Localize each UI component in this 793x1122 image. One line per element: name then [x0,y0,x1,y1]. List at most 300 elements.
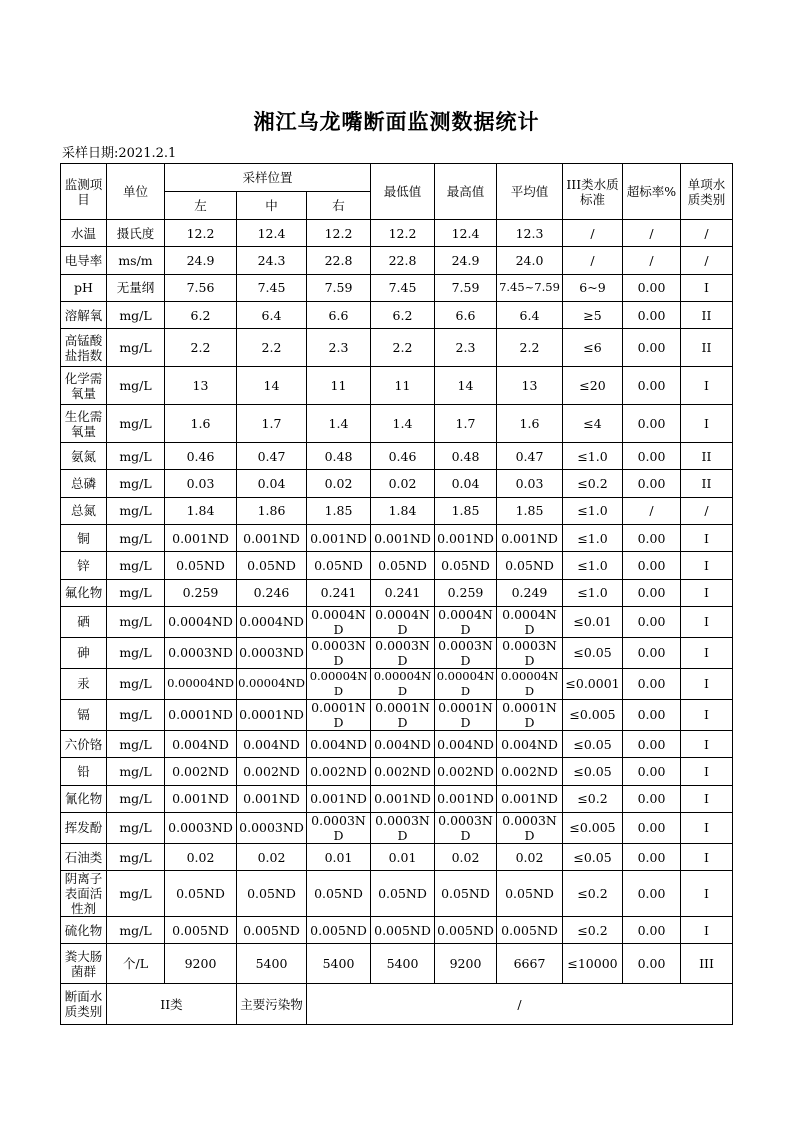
table-cell: 12.2 [165,220,237,247]
table-cell: 0.001ND [237,525,307,552]
table-cell: 0.0004ND [435,606,497,637]
header-max: 最高值 [435,164,497,220]
table-cell: 0.01 [371,843,435,870]
table-cell: 0.05ND [371,871,435,917]
table-cell: I [681,917,733,944]
table-cell: 摄氏度 [107,220,165,247]
table-cell: 0.00 [623,917,681,944]
table-cell: ≤0.0001 [563,668,623,699]
table-cell: 2.2 [497,329,563,367]
table-row [61,668,733,699]
table-cell: 6.6 [307,301,371,328]
footer-label: 断面水质类别 [61,984,107,1025]
table-row [61,443,733,470]
table-cell: 11 [371,367,435,405]
table-cell: / [623,497,681,524]
header-min: 最低值 [371,164,435,220]
table-cell: 0.46 [165,443,237,470]
table-cell: 0.259 [435,579,497,606]
row-item-name: 锌 [61,552,107,579]
table-cell: 6~9 [563,274,623,301]
table-row [61,367,733,405]
table-cell: 0.00 [623,552,681,579]
table-cell: 0.05ND [237,552,307,579]
header-class: 单项水质类别 [681,164,733,220]
table-cell: 0.01 [307,843,371,870]
table-cell: 0.259 [165,579,237,606]
table-cell: 0.00 [623,637,681,668]
table-cell: ≤0.005 [563,699,623,730]
row-item-name: 粪大肠菌群 [61,944,107,984]
table-cell: ≤1.0 [563,579,623,606]
table-cell: 0.001ND [435,785,497,812]
table-cell: ≤20 [563,367,623,405]
table-cell: 0.47 [237,443,307,470]
table-cell: 0.001ND [497,785,563,812]
table-cell: 2.3 [307,329,371,367]
sample-date: 采样日期:2021.2.1 [62,146,177,161]
table-cell: 0.241 [371,579,435,606]
table-cell: 1.85 [307,497,371,524]
table-cell: 12.2 [371,220,435,247]
table-cell: 1.4 [371,405,435,443]
table-cell: 0.001ND [307,525,371,552]
row-item-name: 砷 [61,637,107,668]
footer-row [61,984,733,1025]
table-cell: 0.48 [435,443,497,470]
table-cell: 0.48 [307,443,371,470]
table-cell: ≤0.2 [563,917,623,944]
table-cell: mg/L [107,668,165,699]
page-title: 湘江乌龙嘴断面监测数据统计 [253,109,540,134]
table-cell: 0.001ND [435,525,497,552]
header-exceed: 超标率% [623,164,681,220]
row-item-name: 硫化物 [61,917,107,944]
table-cell: I [681,637,733,668]
table-cell: 0.001ND [165,785,237,812]
table-cell: 0.002ND [371,758,435,785]
row-item-name: 汞 [61,668,107,699]
table-cell: 12.4 [435,220,497,247]
table-cell: 24.9 [165,247,237,274]
table-cell: I [681,579,733,606]
table-cell: 0.0004ND [497,606,563,637]
table-cell: mg/L [107,497,165,524]
table-row [61,785,733,812]
table-cell: 0.00 [623,812,681,843]
table-cell: 0.00 [623,329,681,367]
table-cell: II [681,470,733,497]
table-cell: 0.00 [623,470,681,497]
table-cell: mg/L [107,329,165,367]
table-row [61,247,733,274]
table-cell: ≤0.05 [563,758,623,785]
row-item-name: 氟化物 [61,579,107,606]
table-cell: 0.0001ND [497,699,563,730]
table-cell: 0.47 [497,443,563,470]
table-cell: 2.3 [435,329,497,367]
table-row [61,470,733,497]
table-cell: 0.0003ND [237,637,307,668]
table-cell: II [681,443,733,470]
table-cell: 0.02 [307,470,371,497]
table-cell: 0.05ND [307,871,371,917]
row-item-name: 镉 [61,699,107,730]
row-item-name: 总氮 [61,497,107,524]
table-cell: I [681,843,733,870]
table-cell: ms/m [107,247,165,274]
table-cell: 0.0003ND [307,637,371,668]
table-cell: 0.002ND [307,758,371,785]
table-cell: 14 [435,367,497,405]
table-cell: ≤0.01 [563,606,623,637]
table-cell: 0.05ND [237,871,307,917]
table-cell: 个/L [107,944,165,984]
table-cell: I [681,785,733,812]
table-cell: mg/L [107,443,165,470]
footer-class-value: II类 [107,984,237,1025]
table-cell: mg/L [107,552,165,579]
table-cell: 无量纲 [107,274,165,301]
table-cell: I [681,699,733,730]
table-cell: 0.00 [623,301,681,328]
table-cell: 0.001ND [371,525,435,552]
table-cell: 0.005ND [435,917,497,944]
table-cell: 0.00 [623,843,681,870]
table-cell: 0.03 [497,470,563,497]
table-cell: 1.84 [371,497,435,524]
table-cell: 0.00 [623,668,681,699]
table-cell: ≤10000 [563,944,623,984]
table-cell: 1.84 [165,497,237,524]
table-cell: 0.02 [435,843,497,870]
table-cell: 0.05ND [371,552,435,579]
table-cell: 0.0004ND [307,606,371,637]
table-cell: 1.6 [165,405,237,443]
table-cell: 0.002ND [165,758,237,785]
table-cell: II [681,329,733,367]
table-cell: mg/L [107,699,165,730]
table-row [61,758,733,785]
table-cell: mg/L [107,405,165,443]
table-cell: 6.4 [497,301,563,328]
header-avg: 平均值 [497,164,563,220]
table-cell: 7.59 [435,274,497,301]
table-cell: 0.00 [623,944,681,984]
table-cell: 0.00 [623,525,681,552]
table-row [61,405,733,443]
table-cell: 0.0003ND [165,812,237,843]
table-cell: 0.001ND [165,525,237,552]
table-cell: 0.05ND [165,552,237,579]
row-item-name: 六价铬 [61,730,107,757]
table-cell: 0.0003ND [497,812,563,843]
row-item-name: 铜 [61,525,107,552]
table-cell: mg/L [107,301,165,328]
row-item-name: 硒 [61,606,107,637]
table-cell: 0.0001ND [237,699,307,730]
table-cell: I [681,552,733,579]
table-cell: 14 [237,367,307,405]
table-cell: 1.85 [497,497,563,524]
table-cell: mg/L [107,606,165,637]
table-cell: 24.0 [497,247,563,274]
table-cell: 0.004ND [435,730,497,757]
table-cell: ≤1.0 [563,525,623,552]
table-cell: / [681,497,733,524]
table-cell: ≤0.05 [563,843,623,870]
table-row [61,552,733,579]
table-cell: 2.2 [371,329,435,367]
table-cell: 0.001ND [237,785,307,812]
table-cell: / [623,220,681,247]
table-cell: ≤0.2 [563,470,623,497]
table-cell: I [681,274,733,301]
table-cell: 0.0003ND [237,812,307,843]
table-cell: mg/L [107,843,165,870]
table-cell: 9200 [435,944,497,984]
table-cell: 0.002ND [237,758,307,785]
row-item-name: 氰化物 [61,785,107,812]
table-cell: mg/L [107,525,165,552]
table-cell: mg/L [107,812,165,843]
row-item-name: 氨氮 [61,443,107,470]
table-cell: mg/L [107,758,165,785]
table-cell: ≤6 [563,329,623,367]
table-cell: 1.7 [435,405,497,443]
table-cell: I [681,871,733,917]
table-cell: mg/L [107,785,165,812]
table-cell: 0.00 [623,699,681,730]
table-cell: 5400 [371,944,435,984]
row-item-name: 阴离子表面活性剂 [61,871,107,917]
row-item-name: 电导率 [61,247,107,274]
table-cell: 0.0003ND [435,812,497,843]
table-cell: I [681,758,733,785]
table-cell: 0.00 [623,730,681,757]
table-cell: 6.6 [435,301,497,328]
row-item-name: 生化需氧量 [61,405,107,443]
table-cell: 0.0001ND [307,699,371,730]
table-cell: 0.002ND [435,758,497,785]
table-cell: mg/L [107,917,165,944]
table-cell: 6.2 [165,301,237,328]
table-cell: 0.02 [497,843,563,870]
table-cell: 2.2 [165,329,237,367]
table-cell: 0.00004ND [237,668,307,699]
table-cell: 0.004ND [237,730,307,757]
row-item-name: 溶解氧 [61,301,107,328]
table-cell: 0.05ND [497,871,563,917]
table-cell: 9200 [165,944,237,984]
table-cell: 1.4 [307,405,371,443]
table-cell: 0.05ND [435,552,497,579]
table-cell: 2.2 [237,329,307,367]
table-cell: 0.002ND [497,758,563,785]
table-row [61,579,733,606]
table-cell: 0.02 [165,843,237,870]
table-row [61,944,733,984]
table-cell: 0.001ND [371,785,435,812]
table-cell: 11 [307,367,371,405]
table-cell: 0.004ND [165,730,237,757]
table-cell: 22.8 [371,247,435,274]
header-position: 采样位置 [165,164,371,192]
table-row [61,220,733,247]
table-cell: 0.00004ND [165,668,237,699]
table-cell: 0.004ND [307,730,371,757]
table-cell: II [681,301,733,328]
table-row [61,699,733,730]
table-cell: / [681,220,733,247]
table-cell: / [563,220,623,247]
table-cell: 0.00004ND [371,668,435,699]
header-middle: 中 [237,192,307,220]
table-row [61,497,733,524]
row-item-name: 水温 [61,220,107,247]
table-cell: 0.005ND [371,917,435,944]
header-right: 右 [307,192,371,220]
table-cell: mg/L [107,367,165,405]
table-row [61,812,733,843]
table-cell: III [681,944,733,984]
table-cell: 0.0003ND [497,637,563,668]
table-row [61,871,733,917]
table-cell: ≤0.05 [563,730,623,757]
table-cell: 24.9 [435,247,497,274]
table-cell: 12.2 [307,220,371,247]
table-cell: 0.004ND [371,730,435,757]
table-cell: ≥5 [563,301,623,328]
table-cell: 6.4 [237,301,307,328]
table-cell: 0.005ND [307,917,371,944]
table-cell: 0.0004ND [371,606,435,637]
table-cell: 5400 [237,944,307,984]
row-item-name: 总磷 [61,470,107,497]
table-cell: ≤0.05 [563,637,623,668]
table-cell: 13 [497,367,563,405]
table-cell: 0.05ND [497,552,563,579]
table-cell: 0.0003ND [435,637,497,668]
table-cell: 24.3 [237,247,307,274]
table-cell: I [681,730,733,757]
table-row [61,301,733,328]
table-cell: 22.8 [307,247,371,274]
table-cell: ≤0.005 [563,812,623,843]
table-cell: 0.05ND [165,871,237,917]
table-cell: ≤0.2 [563,785,623,812]
table-cell: 0.00 [623,443,681,470]
table-row [61,843,733,870]
footer-pollutant-label: 主要污染物 [237,984,307,1025]
table-row [61,917,733,944]
table-cell: mg/L [107,579,165,606]
table-cell: I [681,606,733,637]
table-cell: 0.00 [623,871,681,917]
table-cell: 7.45 [371,274,435,301]
table-cell: 0.0003ND [165,637,237,668]
table-cell: I [681,367,733,405]
table-cell: mg/L [107,470,165,497]
row-item-name: 挥发酚 [61,812,107,843]
table-cell: 0.004ND [497,730,563,757]
header-unit: 单位 [107,164,165,220]
table-cell: 12.3 [497,220,563,247]
table-cell: 0.05ND [307,552,371,579]
table-cell: 0.00004ND [497,668,563,699]
table-cell: 0.0001ND [435,699,497,730]
table-cell: 0.02 [237,843,307,870]
table-cell: 12.4 [237,220,307,247]
table-row [61,606,733,637]
table-cell: I [681,525,733,552]
table-cell: 0.04 [237,470,307,497]
header-left: 左 [165,192,237,220]
table-cell: 0.001ND [497,525,563,552]
row-item-name: pH [61,274,107,301]
table-cell: 1.6 [497,405,563,443]
table-cell: 1.86 [237,497,307,524]
table-cell: ≤0.2 [563,871,623,917]
table-cell: 0.0004ND [165,606,237,637]
table-cell: 0.02 [371,470,435,497]
table-cell: 5400 [307,944,371,984]
table-cell: 0.00 [623,758,681,785]
table-cell: 0.0003ND [307,812,371,843]
table-row [61,637,733,668]
table-row [61,525,733,552]
row-item-name: 铅 [61,758,107,785]
table-cell: 0.00 [623,579,681,606]
table-cell: 0.05ND [435,871,497,917]
table-cell: 0.46 [371,443,435,470]
table-cell: ≤1.0 [563,497,623,524]
table-cell: 7.45~7.59 [497,274,563,301]
table-cell: 0.00 [623,606,681,637]
row-item-name: 石油类 [61,843,107,870]
header-standard: III类水质标准 [563,164,623,220]
table-cell: 0.00 [623,274,681,301]
table-cell: 6.2 [371,301,435,328]
table-cell: 0.0001ND [371,699,435,730]
table-cell: 0.0001ND [165,699,237,730]
table-cell: 0.04 [435,470,497,497]
table-cell: 0.00 [623,785,681,812]
footer-pollutant-value: / [307,984,733,1025]
table-cell: mg/L [107,730,165,757]
table-cell: ≤4 [563,405,623,443]
table-cell: 1.7 [237,405,307,443]
table-cell: 7.56 [165,274,237,301]
table-cell: mg/L [107,637,165,668]
table-cell: ≤1.0 [563,443,623,470]
table-cell: 7.59 [307,274,371,301]
table-cell: ≤1.0 [563,552,623,579]
table-cell: 13 [165,367,237,405]
table-row [61,730,733,757]
table-row [61,329,733,367]
table-cell: 0.005ND [165,917,237,944]
row-item-name: 化学需氧量 [61,367,107,405]
table-cell: 0.0003ND [371,812,435,843]
table-cell: 0.0004ND [237,606,307,637]
table-cell: 0.00004ND [307,668,371,699]
table-cell: 0.249 [497,579,563,606]
table-cell: 0.241 [307,579,371,606]
header-item: 监测项目 [61,164,107,220]
table-cell: 0.03 [165,470,237,497]
table-cell: I [681,812,733,843]
